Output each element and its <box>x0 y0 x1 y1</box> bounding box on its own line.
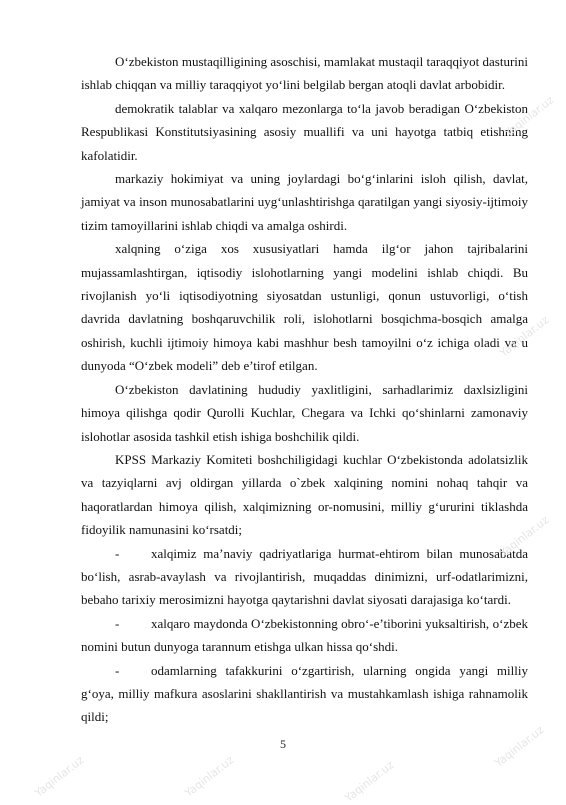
watermark: Yaqinlar.uz <box>497 513 552 560</box>
watermark: Yaqinlar.uz <box>497 313 552 360</box>
watermark: Yaqinlar.uz <box>492 723 547 770</box>
dash-marker: - <box>115 545 120 561</box>
paragraph: O‘zbekiston mustaqilligining asoschisi, mamlakat mustaqil taraqqiyot dasturini ishlab chiqqan va milliy taraqqiyot yo‘lini belgilab bergan atoqli davlat arbobidir. <box>81 54 528 93</box>
dash-marker: - <box>115 615 120 631</box>
watermark: Yaqinlar.uz <box>342 758 397 805</box>
body-text <box>81 50 528 729</box>
dash-list-item <box>81 659 528 729</box>
paragraph: xalqning o‘ziga xos xususiyatlari hamda ilg‘or jahon tajribalarini mujassamlashtirgan, iqtisodiy islohotlarning yangi modelini ishlab chiqdi. Bu rivojlanish yo‘li iqtisodiyotning siyosatdan ustunligi, qonun ustuvorligi, o‘tish davrida davlatning boshqaruvchilik roli, islohotlarni bosqichma-bosqich amalga oshirish, kuchli ijtimoiy himoya kabi mashhur besh tamoyilni o‘z ichiga oladi va u dunyoda “O‘zbek modeli” deb e’tirof etilgan. <box>81 241 528 374</box>
paragraph: demokratik talablar va xalqaro mezonlarga to‘la javob beradigan O‘zbekiston Respublikasi Konstitutsiyasining asosiy muallifi va uni hayotga tatbiq etishning kafolatidir. <box>81 100 528 163</box>
paragraph: KPSS Markaziy Komiteti boshchiligidagi kuchlar O‘zbekistonda adolatsizlik va tazyiqlarni avj oldirgan yillarda o`zbek xalqining nomini nohaq tahqir va haqoratlardan himoya qilish, xalqimizning or-nomusini, milliy g‘ururini tiklashda fidoyilik namunasini ko‘rsatdi; <box>81 451 528 538</box>
paragraph: O‘zbekiston davlatining hududiy yaxlitligini, sarhadlarimiz daxlsizligini himoya qilishga qodir Qurolli Kuchlar, Chegara va Ichki qo‘shinlarni zamonaviy islohotlar asosida tashkil etish ishiga boshchilik qildi. <box>81 381 528 444</box>
dash-item-text: odamlarning tafakkurini o‘zgartirish, ularning ongida yangi milliy g‘oya, milliy mafkura asoslarini shakllantirish va mustahkamlash ishiga rahnamolik qildi; <box>81 662 528 725</box>
dash-list-item <box>81 612 528 659</box>
page-number: 5 <box>280 737 286 751</box>
dash-item-text: xalqaro maydonda O‘zbekistonning obro‘-e’tiborini yuksaltirish, o‘zbek nomini butun dunyoga tarannum etishga ulkan hissa qo‘shdi. <box>81 615 528 655</box>
watermark: Yaqinlar.uz <box>32 753 87 800</box>
dash-list-item <box>81 542 528 612</box>
paragraph: markaziy hokimiyat va uning joylardagi bo‘g‘inlarini isloh qilish, davlat, jamiyat va inson munosabatlarini uyg‘unlashtirishga qaratilgan yangi siyosiy-ijtimoiy tizim tamoyillarini ishlab chiqdi va amalga oshirdi. <box>81 171 528 233</box>
watermark: Yaqinlar.uz <box>502 93 557 140</box>
dash-item-text: xalqimiz ma’naviy qadriyatlariga hurmat-ehtirom bilan munosabatda bo‘lish, asrab-avaylash va rivojlantirish, muqaddas dinimizni, urf-odatlarimizni, bebaho tarixiy merosimizni hayotga qaytarishni davlat siyosati darajasiga ko‘tardi. <box>81 545 528 608</box>
dash-marker: - <box>115 662 120 678</box>
watermark: Yaqinlar.uz <box>182 753 237 800</box>
